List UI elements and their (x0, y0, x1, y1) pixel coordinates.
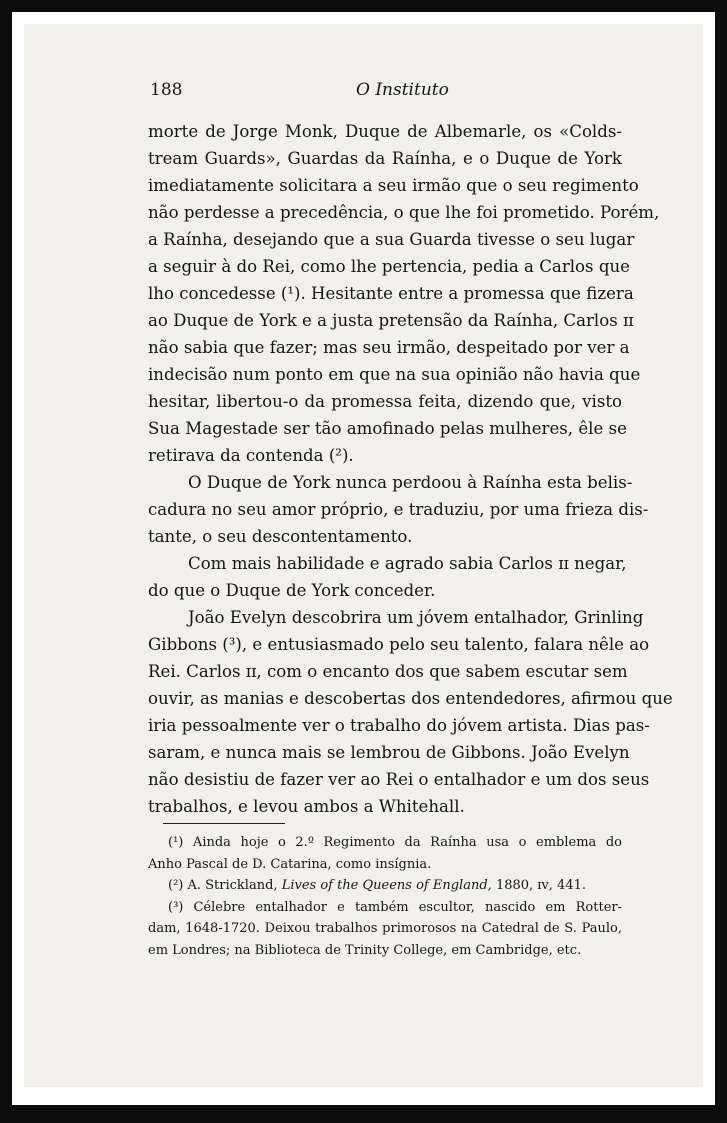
text-line: tream Guards», Guardas da Raínha, e o Duque de York (148, 149, 622, 168)
text-line: não perdesse a precedência, o que lhe foi prometido. Porém, (148, 203, 660, 222)
text-line: Sua Magestade ser tão amofinado pelas mulheres, êle se (148, 419, 627, 438)
text-line: indecisão num ponto em que na sua opinião não havia que (148, 365, 641, 384)
text-line: a seguir à do Rei, como lhe pertencia, pedia a Carlos que (148, 257, 630, 276)
footnote-3-line: (³) Célebre entalhador e também escultor, nascido em Rotter- (168, 899, 622, 915)
text-line: tante, o seu descontentamento. (148, 527, 413, 546)
text-line: não sabia que fazer; mas seu irmão, despeitado por ver a (148, 338, 630, 357)
text-line: saram, e nunca mais se lembrou de Gibbons. João Evelyn (148, 743, 630, 762)
body-text (148, 118, 673, 820)
text-line: do que o Duque de York conceder. (148, 581, 436, 600)
text-line: retirava da contenda (²). (148, 446, 354, 465)
text-line: imediatamente solicitara a seu irmão que o seu regimento (148, 176, 639, 195)
text-line: Gibbons (³), e entusiasmado pelo seu talento, falara nêle ao (148, 635, 650, 654)
footnotes (148, 832, 622, 961)
text-line: Com mais habilidade e agrado sabia Carlos ɪɪ negar, (188, 554, 627, 573)
footnote-separator (163, 823, 285, 824)
text-line: João Evelyn descobrira um jóvem entalhador, Grinling (188, 608, 644, 627)
text-line: trabalhos, e levou ambos a Whitehall. (148, 797, 465, 816)
footnote-1-line: (¹) Ainda hoje o 2.º Regimento da Raínha usa o emblema do (168, 835, 622, 850)
footnote-1-line: Anho Pascal de D. Catarina, como insígnia. (148, 856, 432, 872)
footnote-3-line: em Londres; na Biblioteca de Trinity College, em Cambridge, etc. (148, 942, 582, 958)
text-line: Rei. Carlos ɪɪ, com o encanto dos que sabem escutar sem (148, 662, 628, 681)
footnote-2-suffix: 1880, ɪᴠ, 441. (495, 878, 586, 893)
text-line: lho concedesse (¹). Hesitante entre a promessa que fizera (148, 284, 634, 303)
text-line: cadura no seu amor próprio, e traduziu, por uma frieza dis- (148, 500, 649, 519)
text-line: não desistiu de fazer ver ao Rei o entalhador e um dos seus (148, 770, 650, 789)
text-line: morte de Jorge Monk, Duque de Albemarle, os «Colds- (148, 122, 622, 141)
text-line: ao Duque de York e a justa pretensão da Raínha, Carlos ɪɪ (148, 311, 634, 330)
running-title: O Instituto (356, 80, 449, 100)
footnote-2-prefix: (²) A. Strickland, (168, 878, 278, 893)
text-line: iria pessoalmente ver o trabalho do jóvem artista. Dias pas- (148, 716, 650, 735)
running-head (150, 80, 630, 110)
text-line: ouvir, as manias e descobertas dos entendedores, afirmou que (148, 689, 673, 708)
page-number: 188 (150, 80, 183, 100)
footnote-2-book-title: Lives of the Queens of England, (281, 878, 492, 893)
text-line: hesitar, libertou-o da promessa feita, dizendo que, visto (148, 392, 622, 411)
footnote-2 (148, 875, 622, 897)
footnote-3-line: dam, 1648-1720. Deixou trabalhos primorosos na Catedral de S. Paulo, (148, 921, 622, 936)
text-line: O Duque de York nunca perdoou à Raínha esta belis- (188, 473, 633, 492)
text-line: a Raínha, desejando que a sua Guarda tivesse o seu lugar (148, 230, 635, 249)
